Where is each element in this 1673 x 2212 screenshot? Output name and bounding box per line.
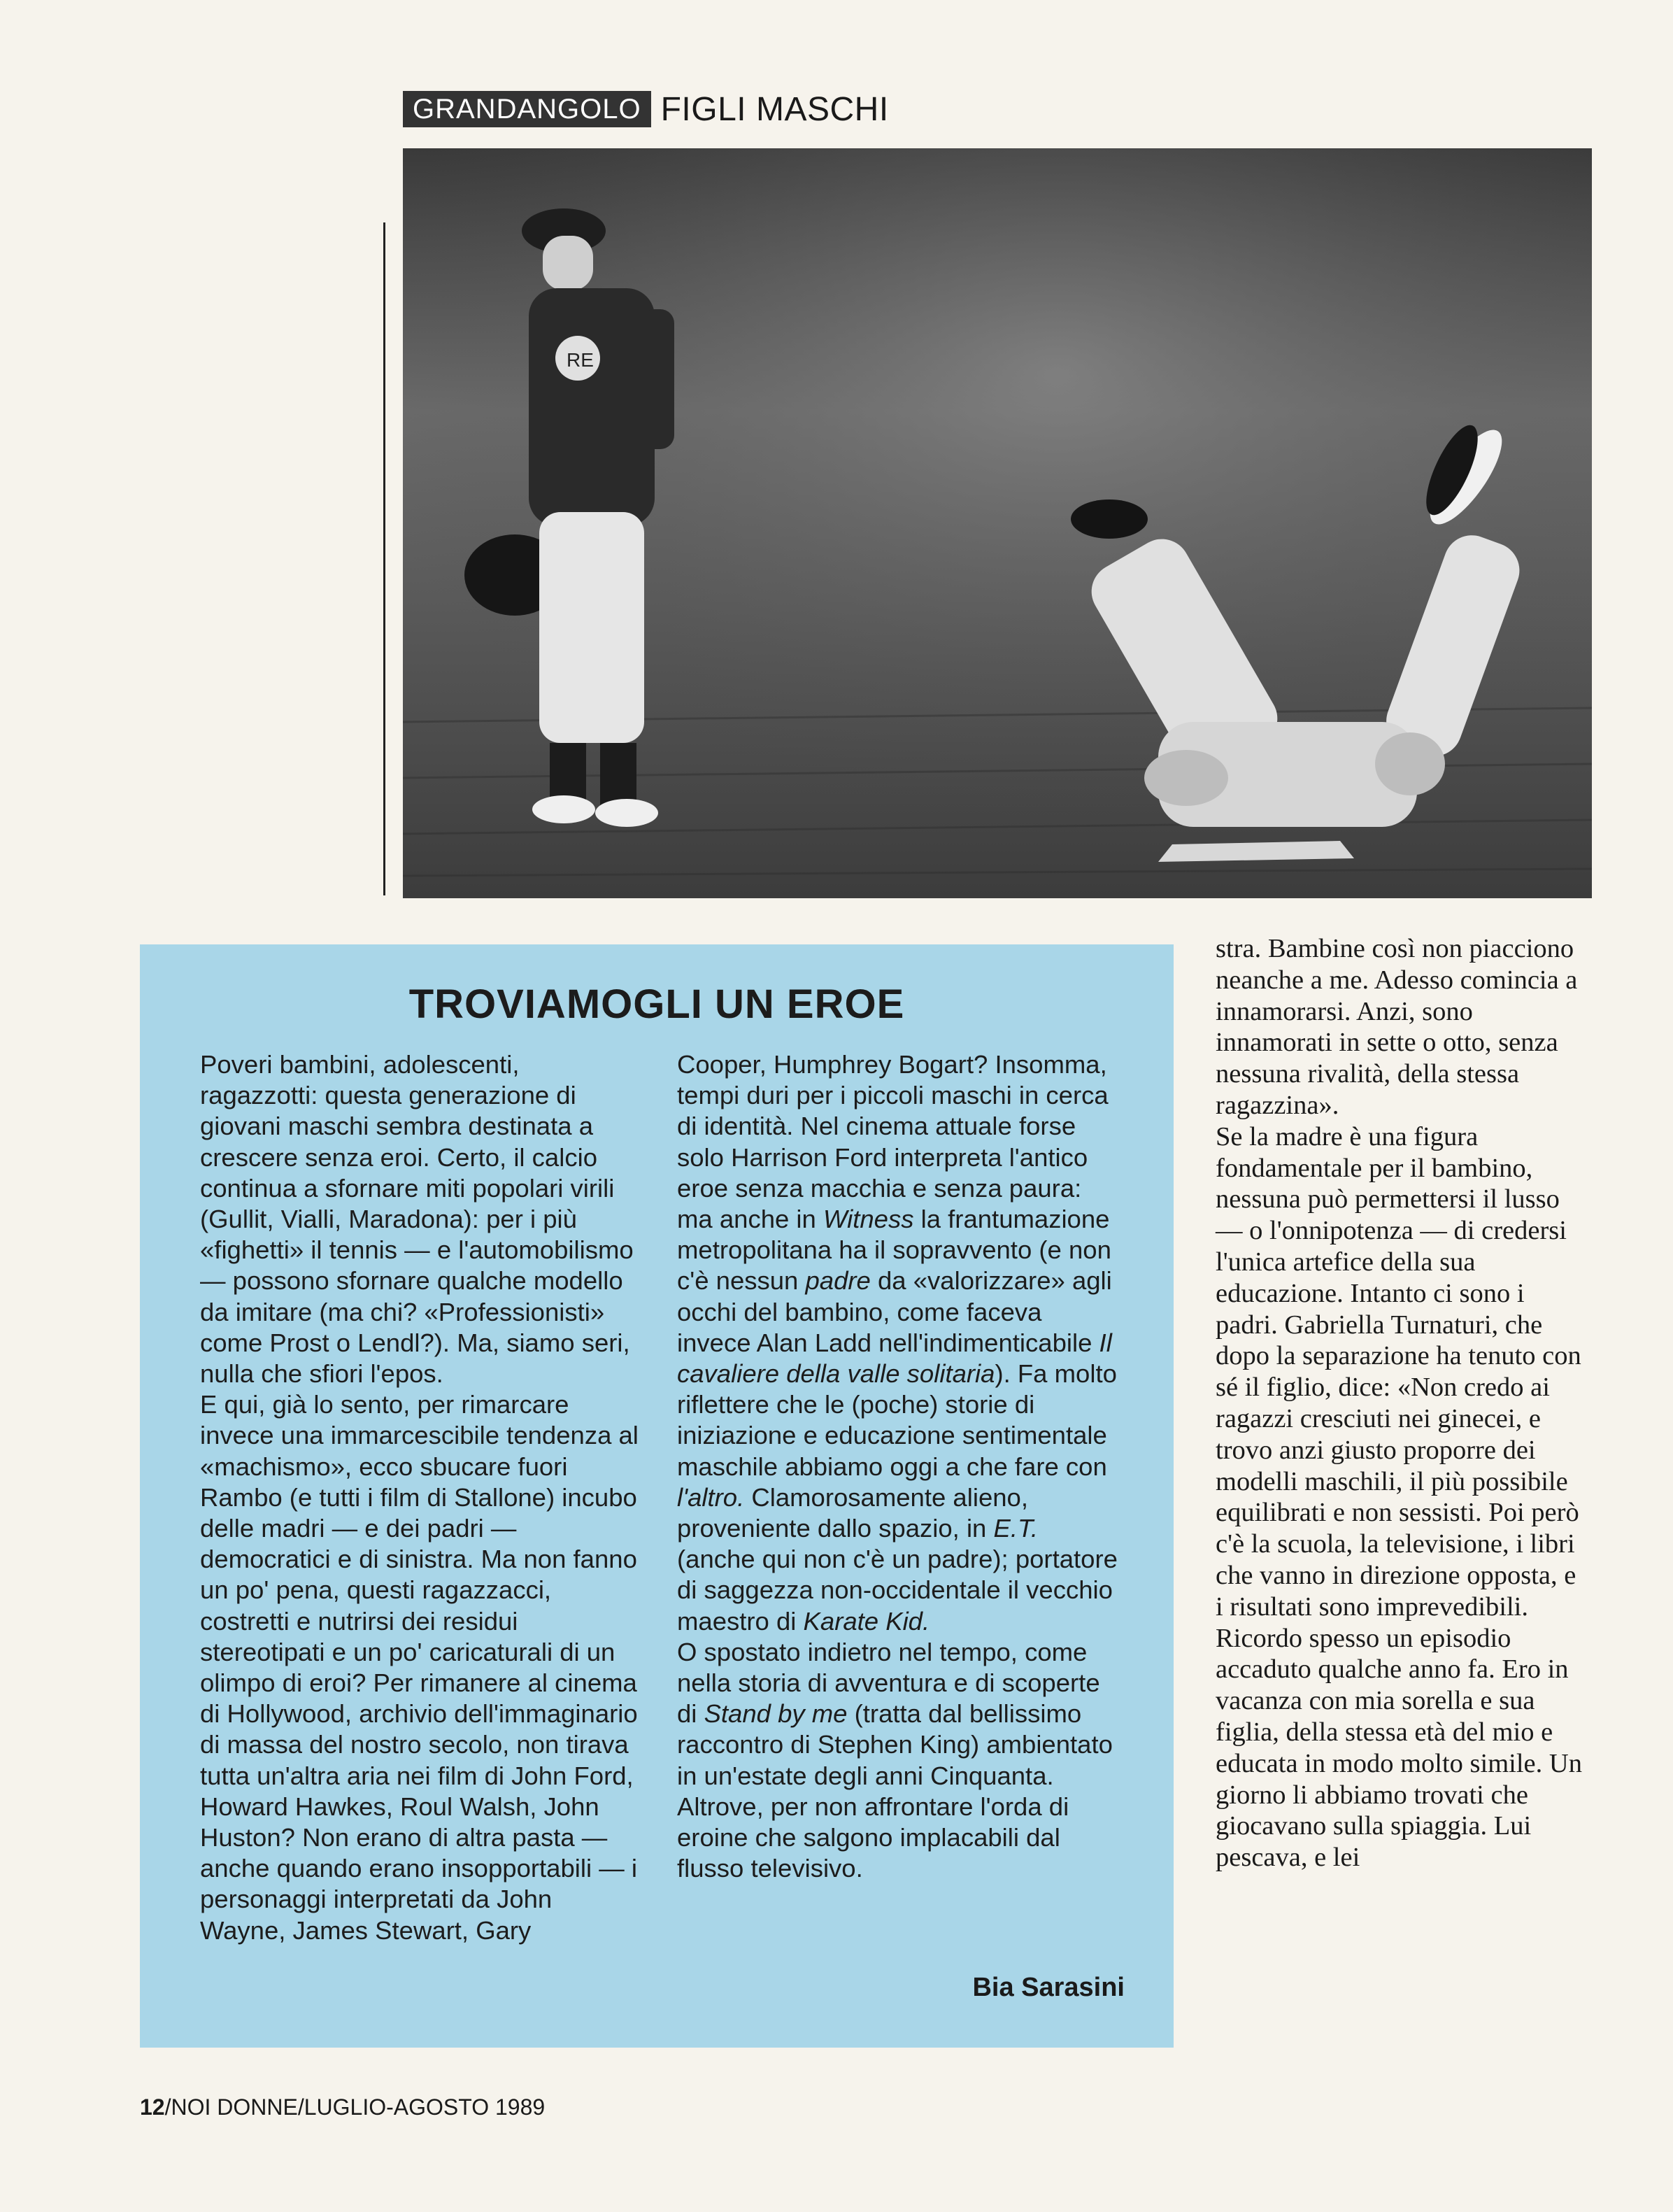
section-title: FIGLI MASCHI	[660, 90, 889, 128]
author-signature: Bia Sarasini	[972, 1973, 1125, 2002]
publication-info: /NOI DONNE/LUGLIO-AGOSTO 1989	[164, 2094, 546, 2120]
photo-illustration	[403, 148, 1592, 898]
paragraph: Se la madre è una figura fondamentale per il bambino, nessuna può permettersi il lusso — o l'onnipotenza — di credersi l'unica artefice della sua educazione. Intanto ci sono i padri. Gabriella Turnaturi, che dopo la separazione ha tenuto con sé il figlio, dice: «Non credo ai ragazzi cresciuti nei ginecei, e trovo anzi giusto proporre dei modelli maschili, il più possibile equilibrati e non sessisti. Poi però c'è la scuola, la televisione, i libri che vanno in direzione opposta, e i risultati sono imprevedibili. Ricordo spesso un episodio accaduto qualche anno fa. Ero in vacanza con mia sorella e sua figlia, della stessa età del mio e educata in modo molto simile. Un giorno li abbiamo trovati che giocavano sulla spiaggia. Lui pescava, e lei	[1216, 1121, 1582, 1873]
article-column-left	[200, 1049, 641, 1946]
page-number: 12	[140, 2094, 165, 2120]
paragraph: Cooper, Humphrey Bogart? Insomma, tempi duri per i piccoli maschi in cerca di identità. Nel cinema attuale forse solo Harrison Ford interpreta l'antico eroe senza macchia e senza paura: ma anche in Witness la frantumazione metropolitana ha il sopravvento (e non c'è nessun padre da «valorizzare» agli occhi del bambino, come faceva invece Alan Ladd nell'indimenticabile Il cavaliere della valle solitaria). Fa molto riflettere che le (poche) storie di iniziazione e educazione sentimentale maschile abbiamo oggi a che fare con l'altro. Clamorosamente alieno, proveniente dallo spazio, in E.T. (anche qui non c'è un padre); portatore di saggezza non-occidentale il vecchio maestro di Karate Kid.	[677, 1050, 1118, 1636]
page-footer	[140, 2094, 545, 2120]
paragraph: E qui, già lo sento, per rimarcare invece una immarcescibile tendenza al «machismo», ecco sbucare fuori Rambo (e tutti i film di Stallone) incubo delle madri — e dei padri — democratici e di sinistra. Ma non fanno un po' pena, questi ragazzacci, costretti e nutrirsi dei residui stereotipati e un po' caricaturali di un olimpo di eroi? Per rimanere al cinema di Hollywood, archivio dell'immaginario di massa del nostro secolo, non tirava tutta un'altra aria nei film di John Ford, Howard Hawkes, Roul Walsh, John Huston? Non erano di altra pasta — anche quando erano insopportabili — i personaggi interpretati da John Wayne, James Stewart, Gary	[200, 1390, 639, 1945]
main-article-column	[1216, 933, 1588, 1873]
paragraph: O spostato indietro nel tempo, come nella storia di avventura e di scoperte di Stand by me (tratta dal bellissimo raccontro di Stephen King) ambientato in un'estate degli anni Cinquanta. Altrove, per non affrontare l'orda di eroine che salgono implacabili dal flusso televisivo.	[677, 1637, 1113, 1883]
article-column-right	[677, 1049, 1118, 1884]
paragraph: Poveri bambini, adolescenti, ragazzotti: questa generazione di giovani maschi sembra destinata a crescere senza eroi. Certo, il calcio continua a sfornare miti popolari virili (Gullit, Vialli, Maradona): per i più «fighetti» il tennis — e l'automobilismo — possono sfornare qualche modello da imitare (ma chi? «Professionisti» come Prost o Lendl?). Ma, siamo seri, nulla che sfiori l'epos.	[200, 1050, 634, 1389]
rubric-label: GRANDANGOLO	[403, 91, 651, 127]
section-header	[403, 91, 889, 127]
vertical-rule	[383, 222, 385, 895]
paragraph: stra. Bambine così non piacciono neanche a me. Adesso comincia a innamorarsi. Anzi, sono innamorati in sette o otto, senza nessuna rivalità, della stessa ragazzina».	[1216, 934, 1578, 1120]
baseball-photo	[403, 148, 1592, 898]
article-title: TROVIAMOGLI UN EROE	[408, 981, 905, 1027]
jersey-text: RE	[567, 349, 594, 371]
sidebar-box	[140, 944, 1174, 2048]
